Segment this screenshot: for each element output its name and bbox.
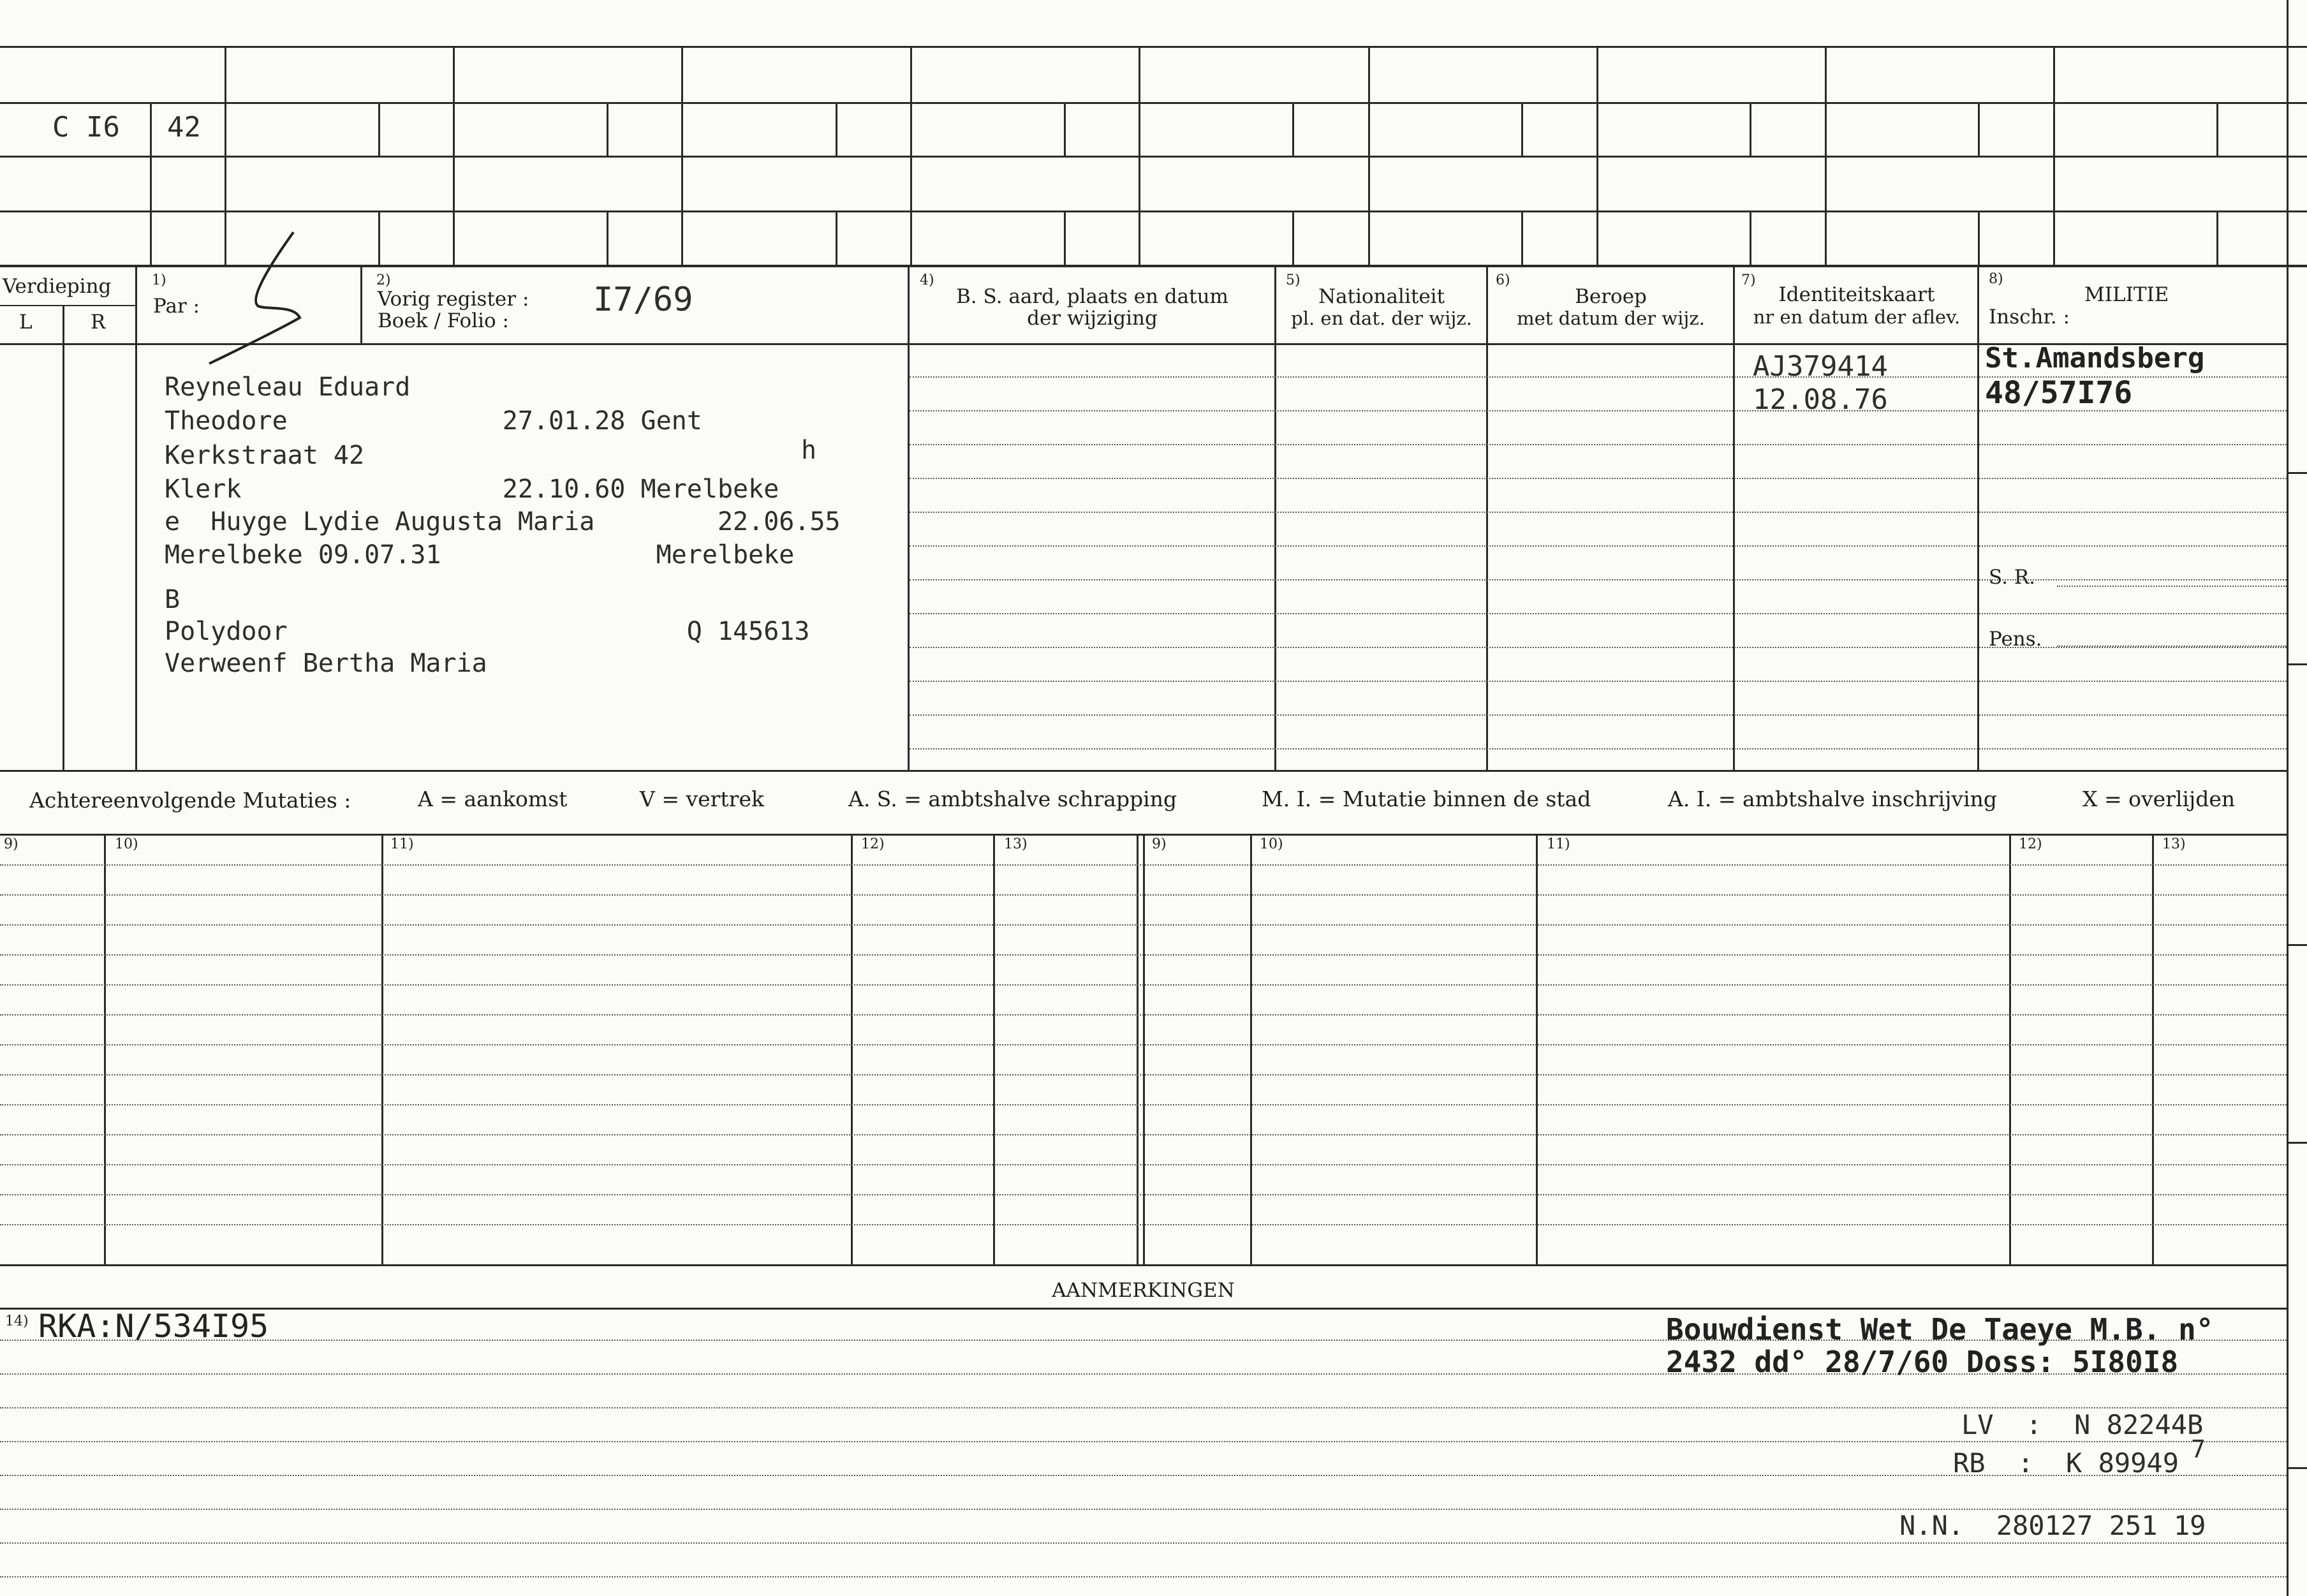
n2-label: 2): [376, 272, 391, 288]
ruling-line: [0, 1104, 2287, 1105]
bouwdienst-line-1: Bouwdienst Wet De Taeye M.B. n°: [1666, 1312, 2214, 1347]
ruling-line: [0, 954, 2287, 956]
n14-label: 14): [5, 1313, 29, 1329]
r-label: R: [91, 311, 106, 334]
ruling-line: [0, 1224, 2287, 1225]
id-label-line2: nr en datum der aflev.: [1753, 306, 1961, 328]
ruling-line: [0, 1074, 2287, 1075]
person-line-9: Verweenf Bertha Maria: [165, 649, 487, 678]
ruling-line: [0, 1441, 2287, 1442]
lower-right-col-13: 13): [2162, 836, 2186, 852]
n1-label: 1): [152, 272, 166, 288]
ruling-line: [0, 1194, 2287, 1195]
mutatie-as: A. S. = ambtshalve schrapping: [848, 787, 1177, 811]
lower-right-col-10: 10): [1260, 836, 1283, 852]
ruling-line: [0, 1542, 2287, 1544]
person-line-6: Merelbeke 09.07.31 Merelbeke: [165, 540, 795, 570]
militie-number: 48/57I76: [1985, 375, 2133, 411]
lv-number: LV : N 82244B: [1961, 1409, 2204, 1440]
ruling-line: [0, 1576, 2287, 1578]
verdieping-label: Verdieping: [3, 275, 112, 298]
n6-label: 6): [1496, 272, 1510, 288]
signature-mark: [198, 230, 319, 370]
code-cell-2: 42: [167, 111, 201, 144]
id-card-date: 12.08.76: [1753, 383, 1888, 416]
person-h-mark: h: [801, 436, 817, 465]
pens-label: Pens.: [1989, 628, 2042, 651]
nat-label-line1: Nationaliteit: [1318, 285, 1445, 308]
bs-label-line2: der wijziging: [1027, 307, 1158, 330]
ruling-line: [0, 1475, 2287, 1476]
n4-label: 4): [920, 272, 934, 288]
ruling-line: [0, 1164, 2287, 1165]
lower-left-col-9: 9): [4, 836, 18, 852]
ruling-line: [910, 444, 2287, 445]
rb-number: RB : K 89949: [1953, 1447, 2179, 1479]
beroep-label-line2: met datum der wijz.: [1517, 307, 1705, 329]
bouwdienst-line-2: 2432 dd° 28/7/60 Doss: 5I80I8: [1666, 1345, 2179, 1379]
ruling-line: [0, 1407, 2287, 1408]
code-cell-1: C I6: [52, 111, 120, 144]
beroep-label-line1: Beroep: [1575, 285, 1647, 308]
ruling-line: [0, 1044, 2287, 1046]
ruling-line: [910, 714, 2287, 716]
person-line-5: e Huyge Lydie Augusta Maria 22.06.55: [165, 507, 841, 536]
l-label: L: [19, 311, 33, 334]
ruling-line: [910, 579, 2287, 580]
person-line-4: Klerk 22.10.60 Merelbeke: [165, 475, 779, 504]
ruling-line: [910, 478, 2287, 479]
mutatie-x: X = overlijden: [2082, 787, 2236, 811]
n7-label: 7): [1741, 272, 1756, 288]
rka-number: RKA:N/534I95: [38, 1308, 269, 1345]
person-line-2: Theodore 27.01.28 Gent: [165, 406, 702, 436]
ruling-line: [0, 864, 2287, 866]
rb-superscript: 7: [2191, 1435, 2206, 1463]
id-label-line1: Identiteitskaart: [1778, 283, 1935, 306]
lower-right-col-9: 9): [1152, 836, 1167, 852]
person-line-7: B: [165, 585, 181, 614]
ruling-line: [0, 1134, 2287, 1135]
nn-number: N.N. 280127 251 19: [1899, 1510, 2206, 1541]
lower-left-col-12: 12): [861, 836, 885, 852]
par-label: Par :: [153, 295, 200, 318]
person-line-1: Reyneleau Eduard: [165, 373, 411, 402]
n8-label: 8): [1989, 271, 2003, 287]
person-line-8: Polydoor Q 145613: [165, 617, 810, 646]
id-card-number: AJ379414: [1753, 350, 1888, 383]
lower-left-col-13: 13): [1004, 836, 1028, 852]
ruling-line: [0, 1014, 2287, 1016]
ruling-line: [0, 984, 2287, 986]
mutatie-v: V = vertrek: [640, 787, 764, 811]
ruling-line: [0, 924, 2287, 926]
ruling-line: [910, 748, 2287, 750]
militie-label: MILITIE: [2084, 283, 2169, 306]
n5-label: 5): [1286, 272, 1301, 288]
lower-left-col-10: 10): [115, 836, 138, 852]
person-line-3: Kerkstraat 42: [165, 441, 365, 470]
lower-right-col-12: 12): [2019, 836, 2042, 852]
ruling-line: [910, 512, 2287, 513]
aanmerkingen-title: AANMERKINGEN: [1052, 1279, 1235, 1302]
lower-right-col-11: 11): [1547, 836, 1570, 852]
boek-folio-label: Boek / Folio :: [378, 309, 509, 332]
militie-place: St.Amandsberg: [1985, 342, 2205, 374]
mutaties-title: Achtereenvolgende Mutaties :: [29, 788, 351, 813]
mutatie-a: A = aankomst: [418, 787, 568, 811]
ruling-line: [910, 681, 2287, 682]
nat-label-line2: pl. en dat. der wijz.: [1291, 307, 1472, 329]
ruling-line: [910, 545, 2287, 547]
ruling-line: [0, 894, 2287, 896]
ruling-line: [910, 613, 2287, 614]
vorig-register-value: I7/69: [593, 281, 693, 319]
mutatie-ai: A. I. = ambtshalve inschrijving: [1668, 787, 1998, 811]
bs-label-line1: B. S. aard, plaats en datum: [956, 285, 1228, 308]
lower-left-col-11: 11): [390, 836, 414, 852]
ruling-line: [910, 647, 2287, 648]
sr-label: S. R.: [1989, 566, 2036, 589]
vorig-register-label: Vorig register :: [378, 288, 529, 311]
inschr-label: Inschr. :: [1989, 306, 2070, 329]
mutatie-mi: M. I. = Mutatie binnen de stad: [1262, 787, 1591, 811]
